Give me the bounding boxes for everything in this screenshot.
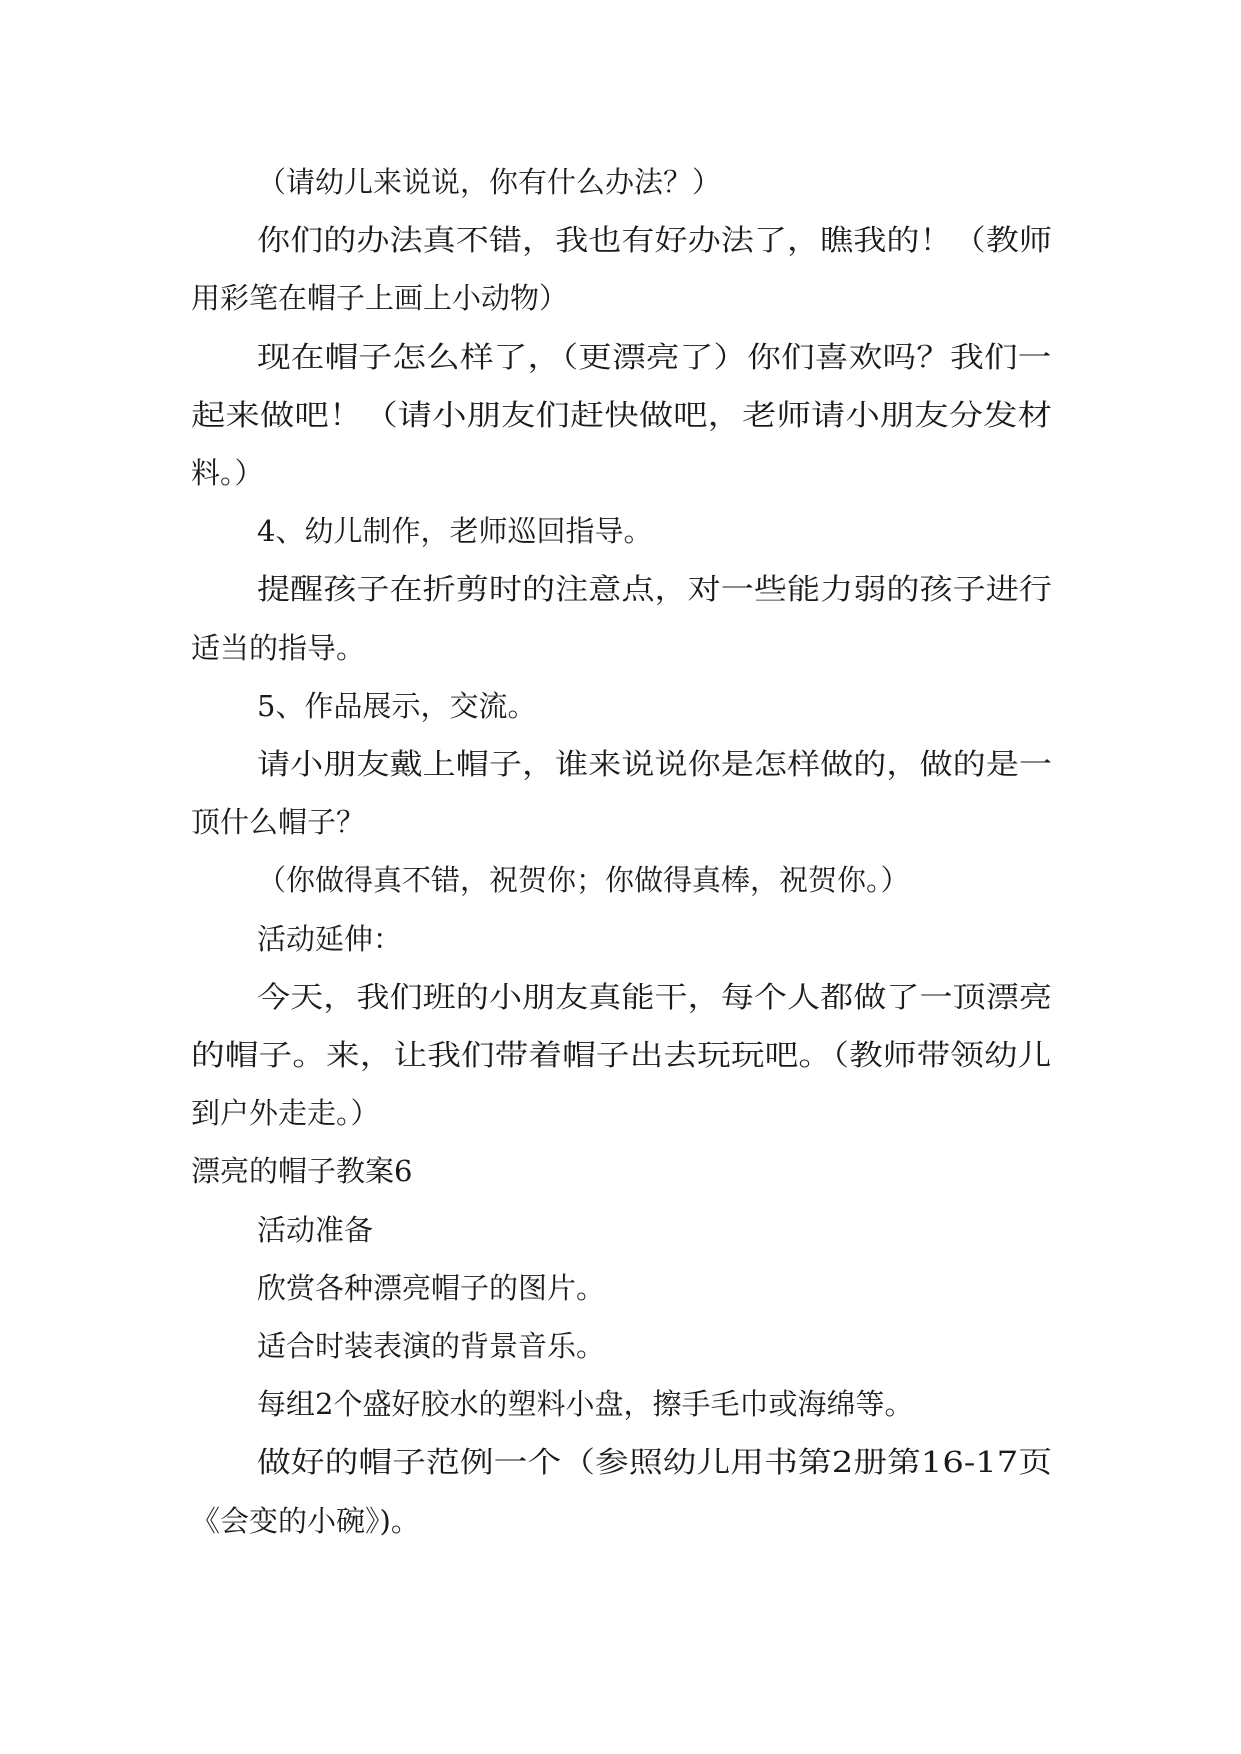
- text-line: 活动准备: [257, 1213, 374, 1247]
- text-line: 《会变的小碗》)。: [191, 1504, 420, 1538]
- text-line: （请幼儿来说说，你有什么办法？）: [257, 165, 722, 199]
- text-line: 适合时装表演的背景音乐。: [257, 1329, 606, 1363]
- text-line: 到户外走走。）: [191, 1096, 380, 1130]
- text-line: 漂亮的帽子教案6: [191, 1154, 413, 1188]
- text-line: 料。）: [191, 456, 264, 490]
- text-line: 用彩笔在帽子上画上小动物）: [191, 281, 569, 315]
- text-line: 欣赏各种漂亮帽子的图片。: [257, 1271, 606, 1305]
- text-line: 提醒孩子在折剪时的注意点，对一些能力弱的孩子进行: [257, 572, 1052, 606]
- text-line: 顶什么帽子？: [191, 805, 366, 839]
- text-line: 4、幼儿制作，老师巡回指导。: [257, 514, 653, 548]
- text-line: 活动延伸：: [257, 922, 403, 956]
- text-line: 5、作品展示，交流。: [257, 689, 537, 723]
- text-line: 每组2个盛好胶水的塑料小盘，擦手毛巾或海绵等。: [257, 1387, 914, 1421]
- text-line: 今天，我们班的小朋友真能干，每个人都做了一顶漂亮: [257, 980, 1052, 1014]
- text-line: 现在帽子怎么样了，（更漂亮了）你们喜欢吗？我们一: [257, 340, 1052, 374]
- text-line: 请小朋友戴上帽子，谁来说说你是怎样做的，做的是一: [257, 747, 1052, 781]
- text-line: 做好的帽子范例一个（参照幼儿用书第2册第16-17页: [257, 1445, 1053, 1479]
- text-line: 你们的办法真不错，我也有好办法了，瞧我的！（教师: [257, 223, 1052, 257]
- text-line: 适当的指导。: [191, 631, 366, 665]
- text-line: 的帽子。来，让我们带着帽子出去玩玩吧。（教师带领幼儿: [191, 1038, 1052, 1072]
- text-line: 起来做吧！（请小朋友们赶快做吧，老师请小朋友分发材: [191, 398, 1053, 432]
- text-line: （你做得真不错，祝贺你；你做得真棒，祝贺你。）: [257, 863, 910, 897]
